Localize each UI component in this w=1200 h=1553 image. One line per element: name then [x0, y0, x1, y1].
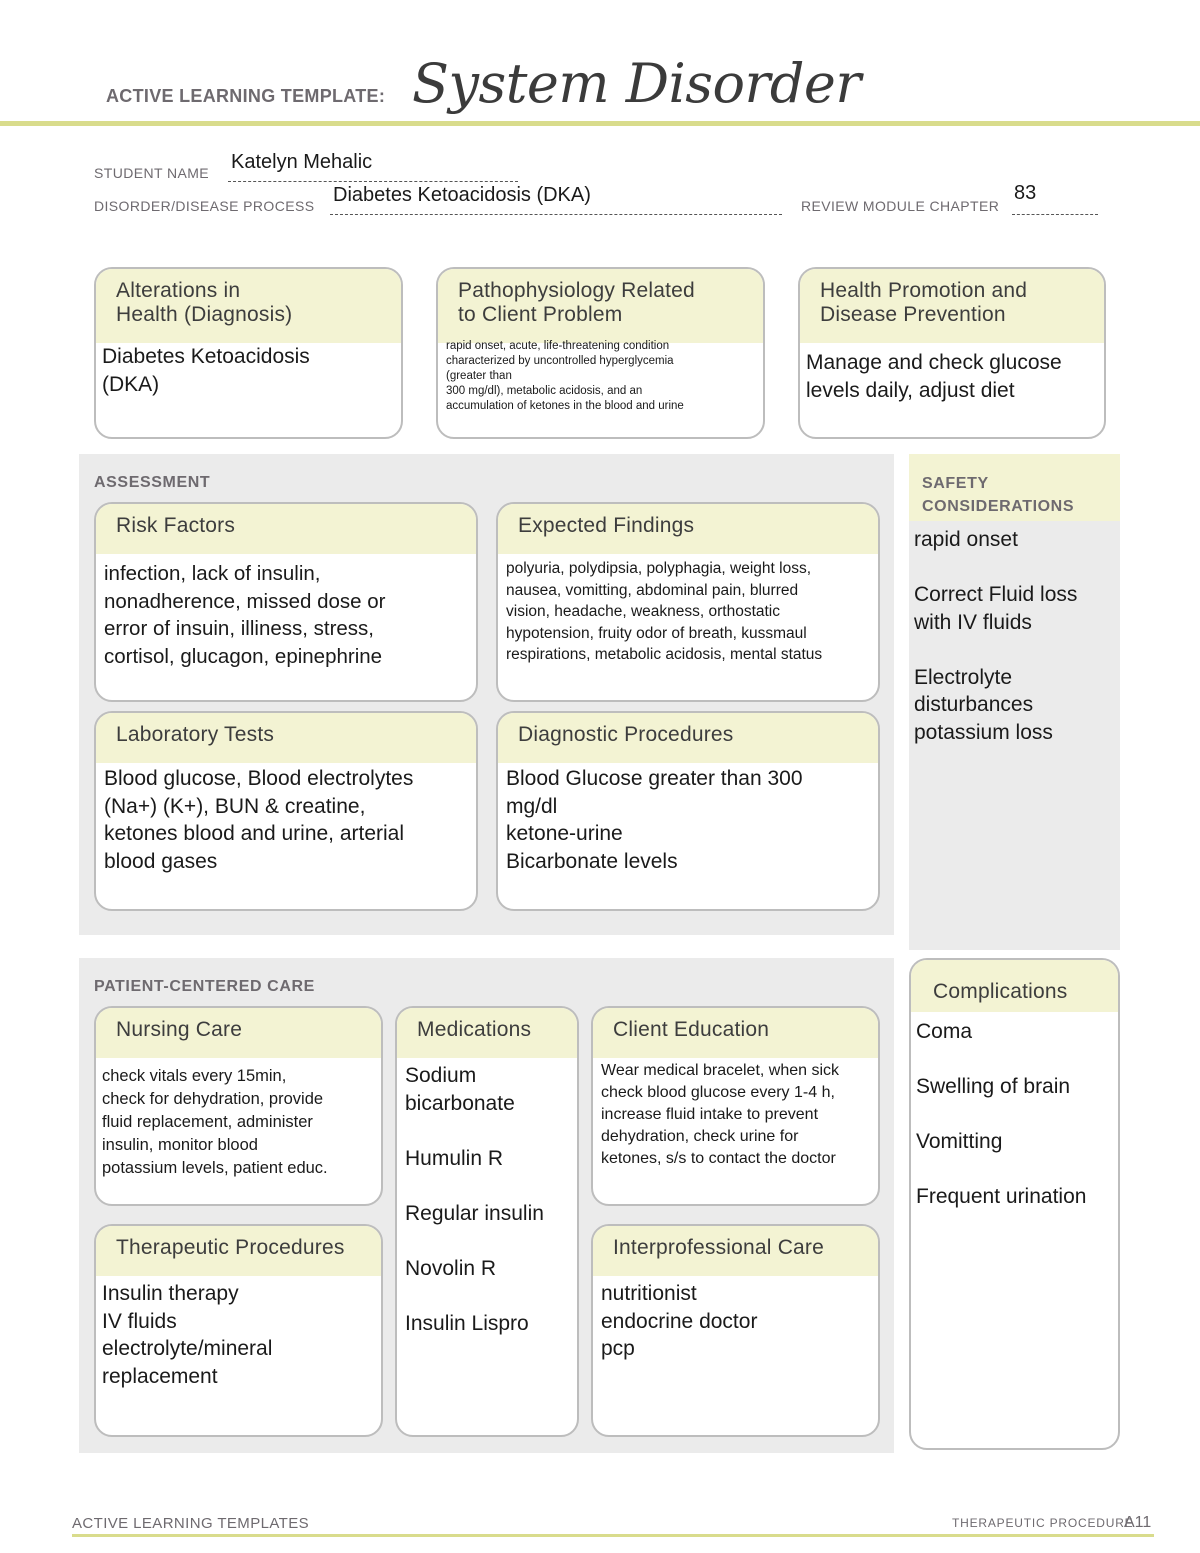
interprofessional-care-body: nutritionist endocrine doctor pcp [601, 1282, 758, 1360]
safety-panel [909, 454, 1120, 950]
template-label: ACTIVE LEARNING TEMPLATE: [106, 86, 386, 106]
complications-box [909, 958, 1120, 1450]
health-promotion-title: Health Promotion and Disease Prevention [800, 269, 1104, 343]
pathophysiology-body: rapid onset, acute, life-threatening condition characterized by uncontrolled hyperglycemia (greater than 300 mg/dl), metabolic acidosis, and an accumulation of ketones in the blood and urine [446, 340, 684, 412]
student-name-field[interactable] [228, 151, 518, 182]
footer-right-label: THERAPEUTIC PROCEDURE [952, 1516, 1134, 1530]
therapeutic-procedures-title: Therapeutic Procedures [96, 1226, 381, 1276]
expected-findings-body: polyuria, polydipsia, polyphagia, weight loss, nausea, vomitting, abdominal pain, blurred vision, headache, weakness, orthostatic hypotension, fruity odor of breath, kussmaul respirations, metabolic acidosis, mental status [506, 560, 823, 663]
footer-divider [72, 1534, 1154, 1537]
safety-body: rapid onset Correct Fluid loss with IV fluids Electrolyte disturbances potassium loss [914, 528, 1078, 744]
footer-left-label: ACTIVE LEARNING TEMPLATES [72, 1515, 309, 1532]
diagnostic-procedures-box [496, 711, 880, 911]
alterations-title: Alterations in Health (Diagnosis) [96, 269, 401, 343]
medications-box [395, 1006, 579, 1437]
expected-findings-title: Expected Findings [498, 504, 878, 554]
pathophysiology-title: Pathophysiology Related to Client Problem [438, 269, 763, 343]
therapeutic-procedures-body: Insulin therapy IV fluids electrolyte/mineral replacement [102, 1282, 273, 1388]
client-education-box [591, 1006, 880, 1206]
laboratory-tests-box [94, 711, 478, 911]
header-divider [0, 121, 1200, 126]
medications-body: Sodium bicarbonate Humulin R Regular insulin Novolin R Insulin Lispro [405, 1064, 544, 1335]
chapter-field[interactable] [1012, 182, 1098, 215]
medications-title: Medications [397, 1008, 577, 1058]
assessment-title: ASSESSMENT [94, 474, 211, 491]
risk-factors-body: infection, lack of insulin, nonadherence, missed dose or error of insuin, illiness, stress, cortisol, glucagon, epinephrine [104, 562, 386, 668]
pathophysiology-box [436, 267, 765, 439]
nursing-care-body: check vitals every 15min, check for dehydration, provide fluid replacement, administer insulin, monitor blood potassium levels, patient educ. [102, 1067, 328, 1177]
complications-title: Complications [911, 960, 1118, 1012]
health-promotion-box [798, 267, 1106, 439]
alterations-box [94, 267, 403, 439]
health-promotion-body: Manage and check glucose levels daily, adjust diet [806, 351, 1062, 402]
nursing-care-title: Nursing Care [96, 1008, 381, 1058]
disorder-field[interactable] [330, 184, 782, 215]
client-education-title: Client Education [593, 1008, 878, 1058]
safety-title: SAFETY CONSIDERATIONS [922, 475, 1075, 515]
complications-body: Coma Swelling of brain Vomitting Frequent urination [916, 1020, 1087, 1208]
student-name-label: STUDENT NAME [94, 165, 209, 181]
therapeutic-procedures-box [94, 1224, 383, 1437]
chapter-value: 83 [1014, 182, 1037, 204]
interprofessional-care-box [591, 1224, 880, 1437]
risk-factors-title: Risk Factors [96, 504, 476, 554]
nursing-care-box [94, 1006, 383, 1206]
disorder-value: Diabetes Ketoacidosis (DKA) [333, 184, 591, 206]
laboratory-tests-title: Laboratory Tests [96, 713, 476, 763]
patient-care-title: PATIENT-CENTERED CARE [94, 978, 315, 995]
alterations-body: Diabetes Ketoacidosis (DKA) [102, 345, 310, 396]
diagnostic-procedures-title: Diagnostic Procedures [498, 713, 878, 763]
template-title: System Disorder [412, 52, 861, 115]
page-number: A11 [1124, 1514, 1152, 1531]
expected-findings-box [496, 502, 880, 702]
laboratory-tests-body: Blood glucose, Blood electrolytes (Na+) (K+), BUN & creatine, ketones blood and urine, arterial blood gases [104, 767, 414, 873]
interprofessional-care-title: Interprofessional Care [593, 1226, 878, 1276]
risk-factors-box [94, 502, 478, 702]
chapter-label: REVIEW MODULE CHAPTER [801, 198, 1000, 214]
disorder-label: DISORDER/DISEASE PROCESS [94, 198, 315, 214]
client-education-body: Wear medical bracelet, when sick check blood glucose every 1-4 h, increase fluid intake to prevent dehydration, check urine for ketones, s/s to contact the doctor [601, 1062, 840, 1167]
student-name-value: Katelyn Mehalic [231, 151, 373, 173]
diagnostic-procedures-body: Blood Glucose greater than 300 mg/dl ketone-urine Bicarbonate levels [506, 767, 803, 873]
